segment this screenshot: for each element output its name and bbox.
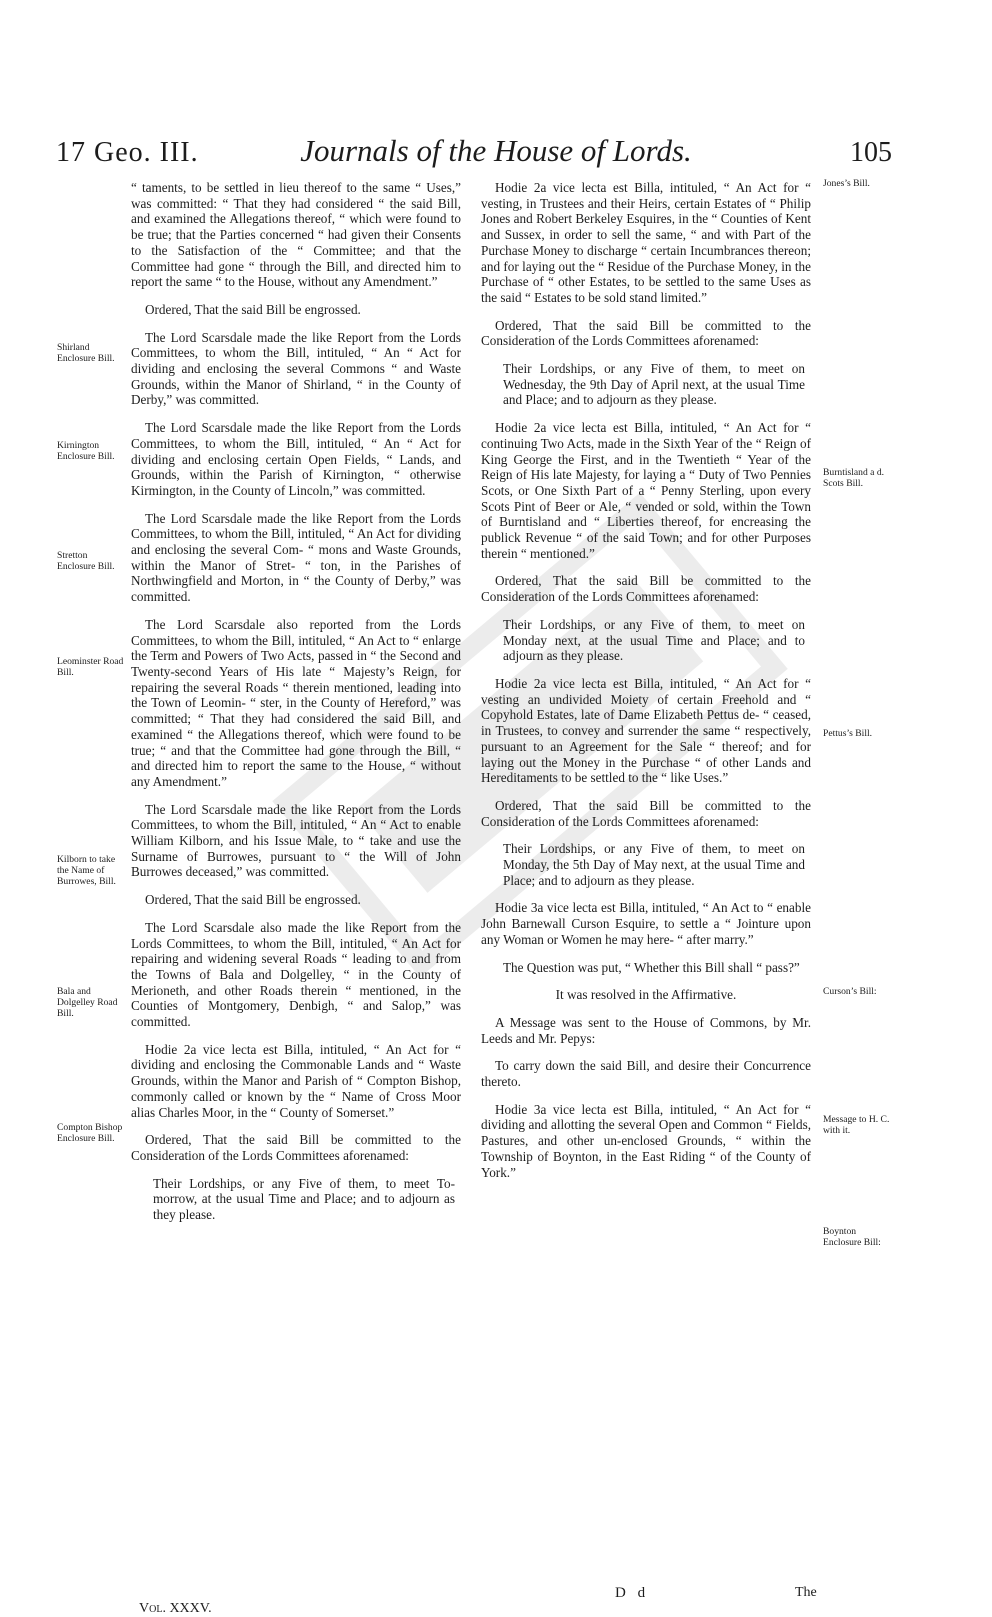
margin-note-stretton: Stretton Enclosure Bill. [57,550,115,572]
paragraph: Hodie 2a vice lecta est Billa, intituled, “ An Act for “ vesting an undivided Moiety of certain Freehold and “ Copyhold Estates, late of Dame Elizabeth Pettus de- “ ceased, in Trustees, to convey and surrender the same “ respectively, pursuant to an Agreement for the Sale “ thereof; and for laying out the Money in the Purchase “ of other Lands and Hereditaments to be settled to the “ like Uses.” [481,675,811,786]
volume-number: Vol. XXXV. [139,1601,212,1616]
order-paragraph: Ordered, That the said Bill be engrossed. [145,301,361,317]
meeting-paragraph: Their Lordships, or any Five of them, to meet on Monday, the 5th Day of May next, at the usual Time and Place; and to adjourn as they please. [503,841,805,888]
paragraph: Hodie 2a vice lecta est Billa, intituled, “ An Act for “ vesting, in Trustees and their Heirs, certain Estates of “ Philip Jones and Robert Berkeley Esquires, in the “ Counties of Kent and Sussex, in order to sell the same, “ and with Part of the Purchase Money to discharge “ certain Incumbrances thereon; and for laying out the “ Residue of the Purchase Money, in the Purchase of “ other Estates, to be settled to the same Uses as the said “ Estates to be sold stand limited.” [481,180,811,305]
margin-note-curson: Curson’s Bill: [823,986,877,997]
margin-note-leominster: Leominster Road Bill. [57,656,124,678]
margin-note-burntisland: Burntisland a d. Scots Bill. [823,467,885,489]
order-paragraph: Ordered, That the said Bill be committed to the Consideration of the Lords Committees aforenamed: [481,573,811,605]
paragraph: The Lord Scarsdale also reported from the Lords Committees, to whom the Bill, intituled, “ An Act to “ enlarge the Term and Powers of Two Acts, passed in “ the Second and Twenty-second Years of His late “ Majesty’s Reign, for repairing the several Roads “ therein mentioned, leading into the Town of Leomin- “ ster, in the County of Hereford,” was committed; “ That they had considered the said Bill, and examined “ the Allegations thereof, which were found to be true; “ and that the Committee had gone through the Bill, “ and directed him to report the same to the House, “ without any Amendment.” [131,616,461,789]
margin-note-bala: Bala and Dolgelley Road Bill. [57,986,118,1019]
margin-note-boynton: Boynton Enclosure Bill: [823,1226,881,1248]
catchword: The [795,1585,817,1600]
message-paragraph: A Message was sent to the House of Commons, by Mr. Leeds and Mr. Pepys: [481,1014,811,1046]
question-paragraph: The Question was put, “ Whether this Bill shall “ pass?” [503,959,800,975]
meeting-paragraph: Their Lordships, or any Five of them, to meet To-morrow, at the usual Time and Place; and to adjourn as they please. [153,1175,455,1223]
meeting-paragraph: Their Lordships, or any Five of them, to meet on Wednesday, the 9th Day of April next, at the usual Time and Place; and to adjourn as they please. [503,361,805,408]
order-paragraph: Ordered, That the said Bill be committed to the Consideration of the Lords Committees aforenamed: [131,1132,461,1163]
right-column [481,180,811,1192]
page-number: 105 [850,137,892,168]
running-head-title: Journals of the House of Lords. [300,133,692,168]
left-column [131,180,461,1235]
paragraph: “ taments, to be settled in lieu thereof to the same “ Uses,” was committed: “ That they had considered “ the said Bill, and examined the Allegations thereof, “ which were found to be true; that the Parties concerned “ had given their Consents to the Satisfaction of the “ Committee; and that the Committee had gone “ through the Bill, and directed him to report the same “ to the House, without any Amendment.” [131,180,461,290]
running-head-regnal-year: 17 Geo. III. [56,137,199,168]
paragraph: To carry down the said Bill, and desire their Concurrence thereto. [481,1058,811,1090]
margin-note-pettus: Pettus’s Bill. [823,728,873,739]
paragraph: The Lord Scarsdale made the like Report from the Lords Committees, to whom the Bill, intituled, “ An “ Act for dividing and enclosing certain Open Fields, “ Lands, and Grounds, within the Parish of Kirnington, “ otherwise Kirmington, in the County of Lincoln,” was committed. [131,420,461,498]
paragraph: The Lord Scarsdale made the like Report from the Lords Committees, to whom the Bill, intituled, “ An “ Act for dividing and enclosing the several Commons “ and Waste Grounds, within the Manor of Shirland, “ in the County of Derby,” was committed. [131,329,461,408]
meeting-paragraph: Their Lordships, or any Five of them, to meet on Monday next, at the usual Time and Place; and to adjourn as they please. [503,616,805,664]
margin-note-message: Message to H. C. with it. [823,1114,890,1136]
resolution-paragraph: It was resolved in the Affirmative. [555,987,737,1003]
margin-note-jones: Jones’s Bill. [823,178,870,189]
order-paragraph: Ordered, That the said Bill be committed to the Consideration of the Lords Committees aforenamed: [481,317,811,349]
paragraph: The Lord Scarsdale also made the like Report from the Lords Committees, to whom the Bill, intituled, “ An Act for repairing and widening several Roads “ leading to and from the Towns of Bala and Dolgelley, “ in the County of Merioneth, and other Roads therein “ mentioned, in the Counties of Montgomery, Denbigh, “ and Salop,” was committed. [131,919,461,1030]
margin-note-shirland: Shirland Enclosure Bill. [57,342,115,364]
paragraph: The Lord Scarsdale made the like Report from the Lords Committees, to whom the Bill, intituled, “ An Act for dividing and enclosing the several Com- “ mons and Waste Grounds, within the Manor of Stret- “ ton, in the Parishes of Northwingfield and Morton, in “ the County of Derby,” was committed. [131,510,461,605]
margin-note-kirnington: Kirnington Enclosure Bill. [57,440,115,462]
margin-note-compton: Compton Bishop Enclosure Bill. [57,1122,123,1144]
paragraph: Hodie 3a vice lecta est Billa, intituled, “ An Act to “ enable John Barnewall Curson Esquire, to settle a “ Jointure upon any Woman or Women he may here- “ after marry.” [481,900,811,947]
paragraph: Hodie 3a vice lecta est Billa, intituled, “ An Act for “ dividing and allotting the several Open and Common “ Fields, Pastures, and other un-enclosed Grounds, “ within the Township of Boynton, in the East Riding “ of the County of York.” [481,1101,811,1180]
paragraph: The Lord Scarsdale made the like Report from the Lords Committees, to whom the Bill, intituled, “ An “ Act to enable William Kilborn, and his Issue Male, to “ take and use the Surname of Burrowes, pursuant to “ the Will of John Burrowes deceased,” was committed. [131,801,461,880]
margin-note-kilborn: Kilborn to take the Name of Burrowes, Bill. [57,854,116,887]
order-paragraph: Ordered, That the said Bill be engrossed. [145,892,361,908]
paragraph: Hodie 2a vice lecta est Billa, intituled, “ An Act for “ continuing Two Acts, made in the Sixth Year of the “ Reign of King George the First, and in the Twentieth “ Year of the Reign of His late Majesty, for laying a “ Duty of Two Pennies Scots, or One Sixth Part of a “ Penny Sterling, upon every Scots Pint of Beer or Ale, “ vended or sold, within the Town of Burntisland and “ Liberties thereof, for encreasing the publick Revenue “ of the said Town; and for other Purposes therein “ mentioned.” [481,420,811,561]
signature-mark: D d [615,1585,650,1601]
paragraph: Hodie 2a vice lecta est Billa, intituled, “ An Act for “ dividing and enclosing the Commonable Lands and “ Waste Grounds, within the Manor and Parish of “ Compton Bishop, commonly called or known by the “ Name of Cross Moor alias Charles Moor, in the “ County of Somerset.” [131,1041,461,1120]
order-paragraph: Ordered, That the said Bill be committed to the Consideration of the Lords Committees aforenamed: [481,797,811,829]
